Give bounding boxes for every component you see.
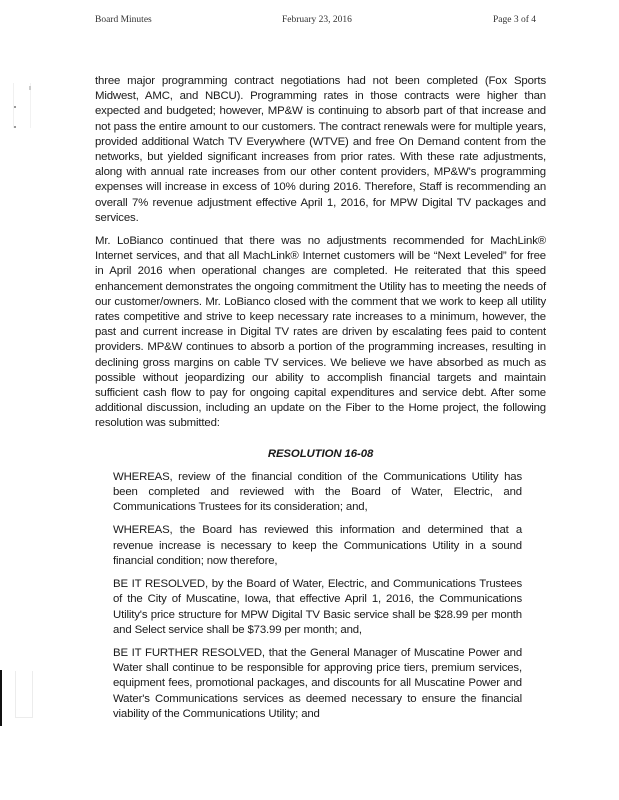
page-header <box>0 15 619 29</box>
paragraph-programming-rates: three major programming contract negotiations had not been completed (Fox Sports Midwest, AMC, and NBCU). Programming rates in those contracts were higher than expected and budgeted; however, MP&W is continuing to absorb part of that increase and not pass the entire amount to our customers. The contract renewals were for multiple years, provided additional Watch TV Everywhere (WTVE) and free On Demand content from the networks, but yielded significant increases from prior rates. With these rate adjustments, along with annual rate increases from our other content providers, MP&W's programming expenses will increase in excess of 10% during 2016. Therefore, Staff is recommending an overall 7% revenue adjustment effective April 1, 2016, for MPW Digital TV packages and services. <box>95 75 546 224</box>
scan-artifact-frame-bottom <box>15 671 33 718</box>
resolution-clause-whereas-review: WHEREAS, review of the financial condition of the Communications Utility has been completed and reviewed with the Board of Water, Electric, and Communications Trustees for its consideration; and, <box>113 470 522 514</box>
resolution-clause-further-resolved: BE IT FURTHER RESOLVED, that the General Manager of Muscatine Power and Water shall continue to be responsible for approving price tiers, premium services, equipment fees, promotional packages, and discounts for all Muscatine Power and Water's Communications services as deemed necessary to ensure the financial viability of the Communications Utility; and <box>113 646 522 720</box>
scan-artifact-edge-bar <box>0 670 2 726</box>
paragraph-machlink-internet: Mr. LoBianco continued that there was no adjustments recommended for MachLink® Internet services, and that all MachLink® Internet customers will be “Next Leveled” for free in April 2016 when operational changes are completed. He reiterated that this speed enhancement demonstrates the ongoing commitment the Utility has to meeting the needs of our customer/owners. Mr. LoBianco closed with the comment that we work to keep all utility rates competitive and strive to keep necessary rate increases to a minimum, however, the past and current increase in Digital TV rates are driven by escalating fees paid to content providers. MP&W continues to absorb a portion of the programming increases, resulting in declining gross margins on cable TV services. We believe we have absorbed as much as possible without jeopardizing our ability to accomplish financial targets and maintain sufficient cash flow to pay for ongoing capital expenditures and service debt. After some additional discussion, including an update on the Fiber to the Home project, the following resolution was submitted: <box>95 235 546 430</box>
scan-artifact-dot <box>14 126 16 128</box>
resolution-title: RESOLUTION 16-08 <box>267 447 374 460</box>
header-date: February 23, 2016 <box>282 15 352 25</box>
resolution-clause-whereas-board: WHEREAS, the Board has reviewed this information and determined that a revenue increase is necessary to keep the Communications Utility in a sound financial condition; now therefore, <box>113 524 522 567</box>
scan-artifact-dot <box>29 86 31 90</box>
header-page-number: Page 3 of 4 <box>493 15 537 25</box>
document-body <box>95 74 546 730</box>
resolution-clause-resolved-pricing: BE IT RESOLVED, by the Board of Water, Electric, and Communications Trustees of the City of Muscatine, Iowa, that effective April 1, 2016, the Communications Utility's price structure for MPW Digital TV Basic service shall be $28.99 per month and Select service shall be $73.99 per month; and, <box>113 578 522 636</box>
scan-artifact-dot <box>14 106 16 108</box>
resolution-clauses <box>113 470 522 722</box>
header-document-title: Board Minutes <box>95 15 152 25</box>
